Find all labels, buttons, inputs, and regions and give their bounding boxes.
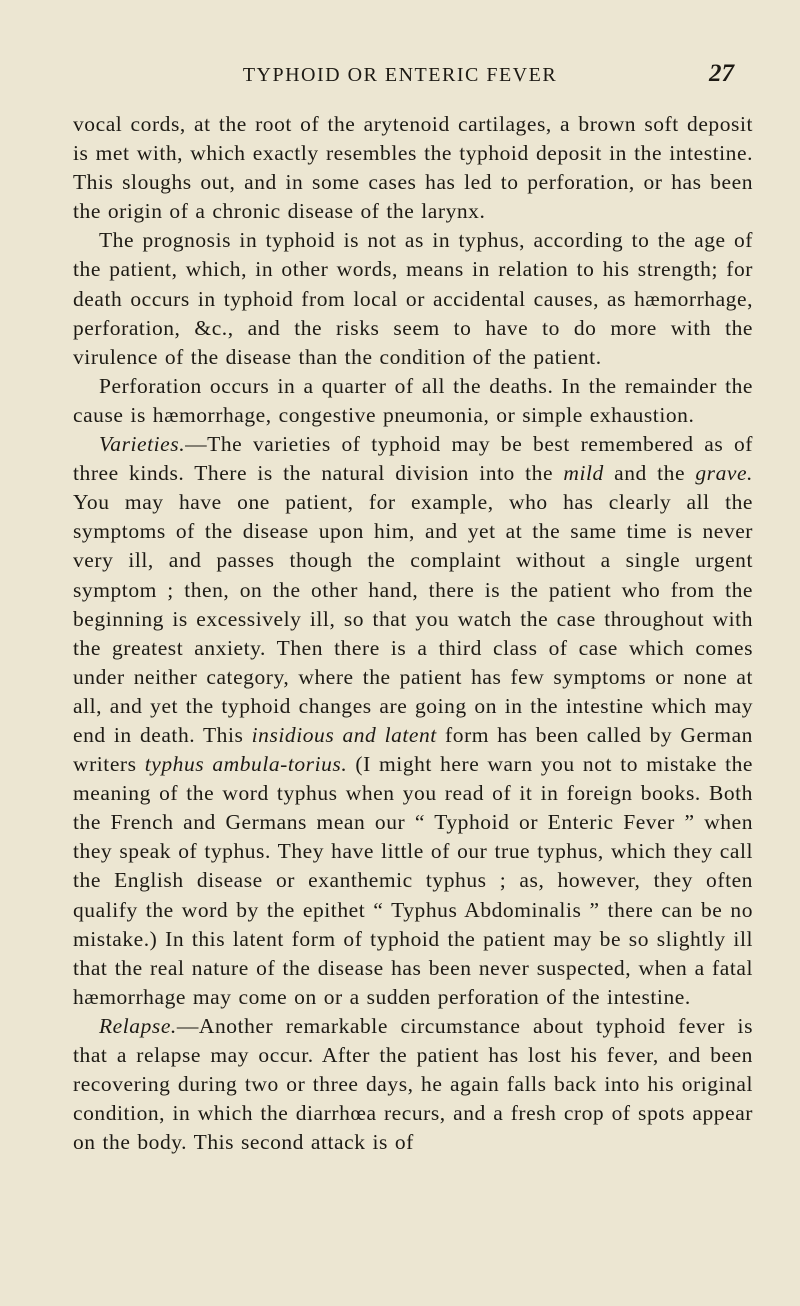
page-header	[0, 60, 800, 94]
varieties-text-1: —The varieties of typhoid may be best remembered as of three kinds. There is the natural division into the	[73, 432, 753, 486]
page-number: 27	[709, 60, 734, 87]
typhus-ambulatorius-term: typhus ambula-torius.	[144, 752, 348, 777]
varieties-text-5: (I might here warn you not to mistake the meaning of the word typhus when you read of it in foreign books. Both the French and Germans mean our “ Typhoid or Enteric Fever ” when they speak of typhus. They have little of our true typhus, which they call the English disease or exanthemic typhus ; as, however, they often qualify the word by the epithet “ Typhus Abdominalis ” there can be no mistake.) In this latent form of typhoid the patient may be so slightly ill that the real nature of the disease has been never suspected, when a fatal hæmorrhage may come on or a sudden perforation of the intestine.	[73, 752, 754, 1009]
varieties-text-4: form has been called by German writers	[73, 722, 753, 777]
insidious-latent-term: insidious and latent	[251, 722, 437, 747]
varieties-heading: Varieties.	[99, 432, 186, 457]
relapse-text: —Another remarkable circumstance about typhoid fever is that a relapse may occur. After the patient has lost his fever, and been recovering during two or three days, he again falls back into his original condition, in which the diarrhœa recurs, and a fresh crop of spots appear on the body. This second attack is of	[73, 1013, 753, 1155]
paragraph-larynx: vocal cords, at the root of the arytenoid cartilages, a brown soft deposit is met with, which exactly resembles the typhoid deposit in the intestine. This sloughs out, and in some cases has led to perforation, or has been the origin of a chronic disease of the larynx.	[73, 112, 753, 224]
paragraph-varieties	[73, 430, 753, 1012]
grave-term: grave.	[695, 461, 753, 486]
paragraph-perforation: Perforation occurs in a quarter of all the deaths. In the remainder the cause is hæmorrhage, congestive pneumonia, or simple exhaustion.	[73, 373, 753, 427]
relapse-heading: Relapse.	[99, 1013, 177, 1038]
varieties-text-2: and the	[603, 461, 696, 486]
running-head: TYPHOID OR ENTERIC FEVER	[242, 64, 558, 86]
varieties-text-3: You may have one patient, for example, who has clearly all the symptoms of the disease upon him, and yet at the same time is never very ill, and passes though the complaint without a single urgent symptom ; then, on the other hand, there is the patient who from the beginning is excessively ill, so that you watch the case throughout with the greatest anxiety. Then there is a third class of case which comes under neither category, where the patient has few symptoms or none at all, and yet the typhoid changes are going on in the intestine which may end in death. This	[73, 490, 753, 747]
paragraph-relapse	[73, 1012, 753, 1157]
paragraph-prognosis: The prognosis in typhoid is not as in typhus, according to the age of the patient, which, in other words, means in relation to his strength; for death occurs in typhoid from local or accidental causes, as hæmorrhage, perforation, &c., and the risks seem to have to do more with the virulence of the disease than the condition of the patient.	[73, 228, 753, 369]
mild-term: mild	[563, 461, 604, 486]
body-text	[73, 110, 753, 1157]
